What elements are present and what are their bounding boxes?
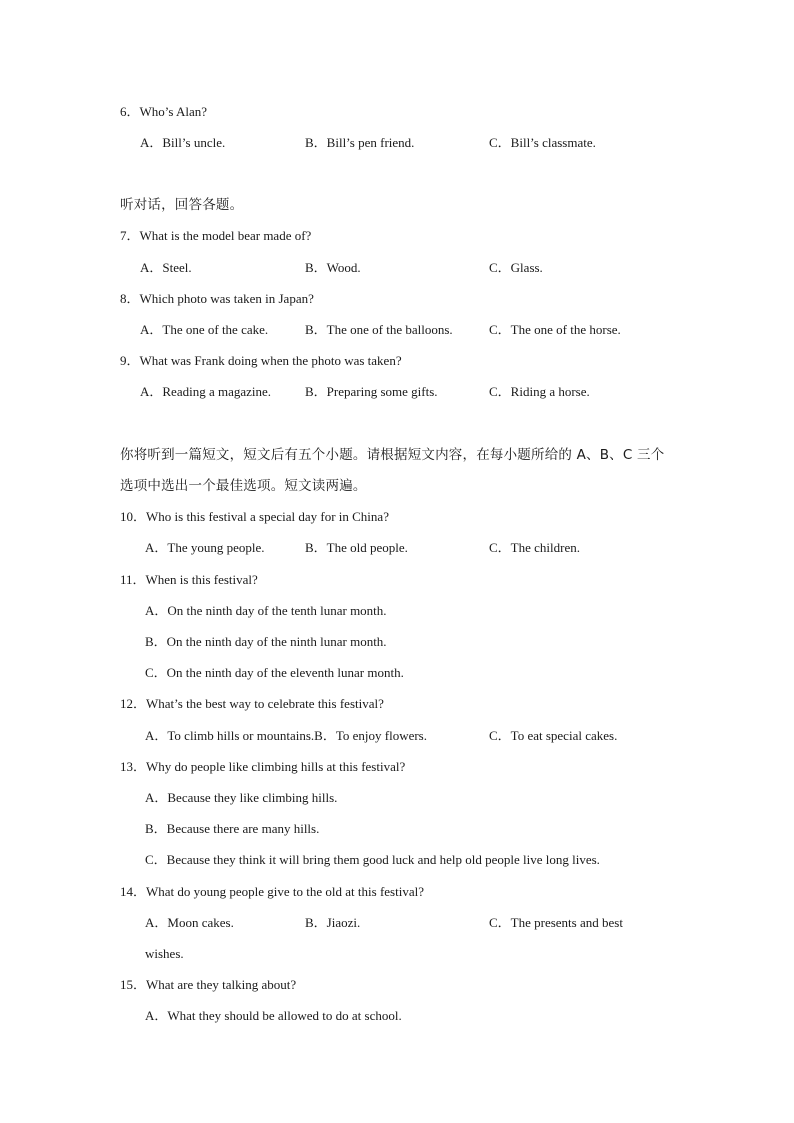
q11-option-b: B．On the ninth day of the ninth lunar month. xyxy=(145,634,387,649)
q10-option-a: A．The young people. xyxy=(145,540,265,555)
question-13: 13．Why do people like climbing hills at this festival? xyxy=(120,759,406,774)
q9-option-b: B．Preparing some gifts. xyxy=(305,384,438,399)
q13-option-c: C．Because they think it will bring them good luck and help old people live long lives. xyxy=(145,852,600,867)
q14-option-b: B．Jiaozi. xyxy=(305,915,361,930)
question-12: 12．What’s the best way to celebrate this festival? xyxy=(120,696,384,711)
q7-option-c: C．Glass. xyxy=(489,260,543,275)
q6-option-b: B．Bill’s pen friend. xyxy=(305,135,415,150)
question-15: 15．What are they talking about? xyxy=(120,977,297,992)
question-8: 8．Which photo was taken in Japan? xyxy=(120,291,314,306)
q14-option-c-continued: wishes. xyxy=(145,946,184,961)
q14-option-c: C．The presents and best xyxy=(489,915,623,930)
q8-option-b: B．The one of the balloons. xyxy=(305,322,453,337)
question-9: 9．What was Frank doing when the photo was taken? xyxy=(120,353,402,368)
q8-option-a: A．The one of the cake. xyxy=(140,322,269,337)
q11-option-c: C．On the ninth day of the eleventh lunar month. xyxy=(145,665,404,680)
q11-option-a: A．On the ninth day of the tenth lunar month. xyxy=(145,603,387,618)
q14-option-a: A．Moon cakes. xyxy=(145,915,234,930)
q13-option-a: A．Because they like climbing hills. xyxy=(145,790,338,805)
section-instruction-dialogue: 听对话，回答各题。 xyxy=(120,197,244,213)
q8-option-c: C．The one of the horse. xyxy=(489,322,621,337)
q12-option-a-b: A．To climb hills or mountains.B．To enjoy flowers. xyxy=(145,728,427,743)
q15-option-a: A．What they should be allowed to do at school. xyxy=(145,1008,402,1023)
q10-option-b: B．The old people. xyxy=(305,540,408,555)
section-instruction-passage-line2: 选项中选出一个最佳选项。短文读两遍。 xyxy=(120,478,367,494)
question-10: 10．Who is this festival a special day for in China? xyxy=(120,509,389,524)
q12-option-c: C．To eat special cakes. xyxy=(489,728,618,743)
section-instruction-passage-line1: 你将听到一篇短文，短文后有五个小题。请根据短文内容，在每小题所给的 A、B、C 三个 xyxy=(120,447,665,463)
q9-option-c: C．Riding a horse. xyxy=(489,384,590,399)
q9-option-a: A．Reading a magazine. xyxy=(140,384,272,399)
q6-option-c: C．Bill’s classmate. xyxy=(489,135,596,150)
q7-option-b: B．Wood. xyxy=(305,260,361,275)
q13-option-b: B．Because there are many hills. xyxy=(145,821,320,836)
question-11: 11．When is this festival? xyxy=(120,572,258,587)
q10-option-c: C．The children. xyxy=(489,540,580,555)
q7-option-a: A．Steel. xyxy=(140,260,192,275)
question-6: 6．Who’s Alan? xyxy=(120,104,208,119)
q6-option-a: A．Bill’s uncle. xyxy=(140,135,226,150)
question-7: 7．What is the model bear made of? xyxy=(120,228,312,243)
question-14: 14．What do young people give to the old at this festival? xyxy=(120,884,424,899)
